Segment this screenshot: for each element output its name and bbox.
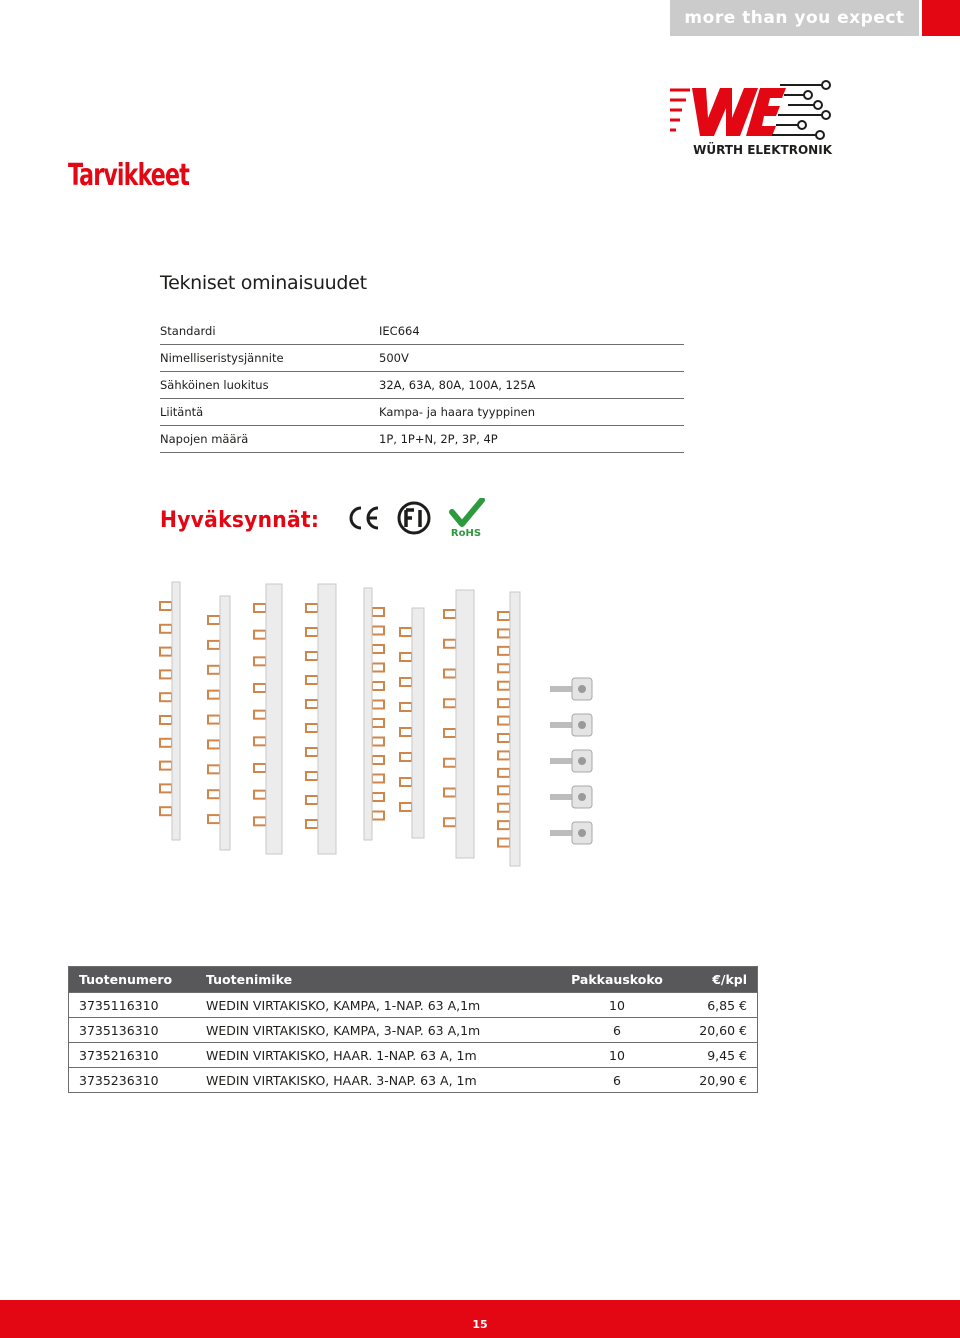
product-name: WEDIN VIRTAKISKO, HAAR. 1-NAP. 63 A, 1m: [206, 1047, 477, 1063]
spec-row: [160, 372, 684, 399]
ce-mark-icon: [346, 505, 382, 535]
page-title: Tarvikkeet: [68, 158, 189, 193]
busbar: [400, 608, 424, 838]
product-number: 3735216310: [79, 1047, 159, 1063]
unit-price: 20,60 €: [699, 1022, 747, 1038]
spec-row: [160, 399, 684, 426]
terminal-clamp: [550, 714, 592, 736]
tagline: more than you expect: [670, 0, 919, 36]
terminal-clamp: [550, 750, 592, 772]
package-size: 6: [613, 1022, 621, 1038]
product-number: 3735136310: [79, 1022, 159, 1038]
unit-price: 9,45 €: [707, 1047, 747, 1063]
busbar: [208, 596, 230, 850]
logo-text: WÜRTH ELEKTRONIK: [693, 143, 832, 157]
busbar: [498, 592, 520, 866]
product-name: WEDIN VIRTAKISKO, KAMPA, 3-NAP. 63 A,1m: [206, 1022, 481, 1038]
column-header: Tuotenimike: [206, 972, 293, 987]
product-name: WEDIN VIRTAKISKO, HAAR. 3-NAP. 63 A, 1m: [206, 1072, 477, 1088]
column-header: €/kpl: [712, 972, 747, 987]
spec-label: Liitäntä: [160, 405, 204, 419]
table-row: [69, 1042, 757, 1067]
terminal-clamp: [550, 822, 592, 844]
spec-value: 500V: [379, 351, 409, 365]
rohs-mark-icon: [446, 498, 486, 542]
package-size: 10: [609, 997, 625, 1013]
product-photo: [150, 578, 620, 878]
column-header: Pakkauskoko: [571, 972, 663, 987]
terminal-clamp: [550, 678, 592, 700]
spec-row: [160, 345, 684, 372]
table-header-row: [69, 967, 757, 992]
spec-value: Kampa- ja haara tyyppinen: [379, 405, 536, 419]
product-table: [68, 966, 758, 1093]
spec-label: Napojen määrä: [160, 432, 249, 446]
unit-price: 6,85 €: [707, 997, 747, 1013]
table-row: [69, 1017, 757, 1042]
busbar: [306, 584, 336, 854]
package-size: 6: [613, 1072, 621, 1088]
unit-price: 20,90 €: [699, 1072, 747, 1088]
spec-label: Nimelliseristysjännite: [160, 351, 284, 365]
table-row: [69, 1067, 757, 1092]
spec-label: Sähköinen luokitus: [160, 378, 269, 392]
busbar: [254, 584, 282, 854]
spec-heading: Tekniset ominaisuudet: [160, 272, 367, 294]
top-strip: [0, 0, 960, 36]
busbar: [364, 588, 384, 840]
spec-row: [160, 426, 684, 453]
page-number: 15: [472, 1318, 488, 1331]
spec-row: [160, 318, 684, 345]
svg-text:RoHS: RoHS: [450, 528, 482, 538]
spec-label: Standardi: [160, 324, 216, 338]
spec-value: 32A, 63A, 80A, 100A, 125A: [379, 378, 536, 392]
terminal-clamp: [550, 786, 592, 808]
product-number: 3735236310: [79, 1072, 159, 1088]
busbar: [444, 590, 474, 858]
approvals: [160, 500, 486, 540]
fi-mark-icon: [396, 500, 432, 540]
spec-value: IEC664: [379, 324, 420, 338]
table-row: [69, 992, 757, 1017]
product-number: 3735116310: [79, 997, 159, 1013]
red-corner-block: [922, 0, 960, 36]
package-size: 10: [609, 1047, 625, 1063]
spec-table: [160, 318, 684, 453]
spec-value: 1P, 1P+N, 2P, 3P, 4P: [379, 432, 498, 446]
column-header: Tuotenumero: [79, 972, 173, 987]
product-name: WEDIN VIRTAKISKO, KAMPA, 1-NAP. 63 A,1m: [206, 997, 481, 1013]
approvals-label: Hyväksynnät:: [160, 507, 320, 533]
wurth-elektronik-logo: [668, 78, 838, 158]
busbar: [160, 582, 180, 840]
